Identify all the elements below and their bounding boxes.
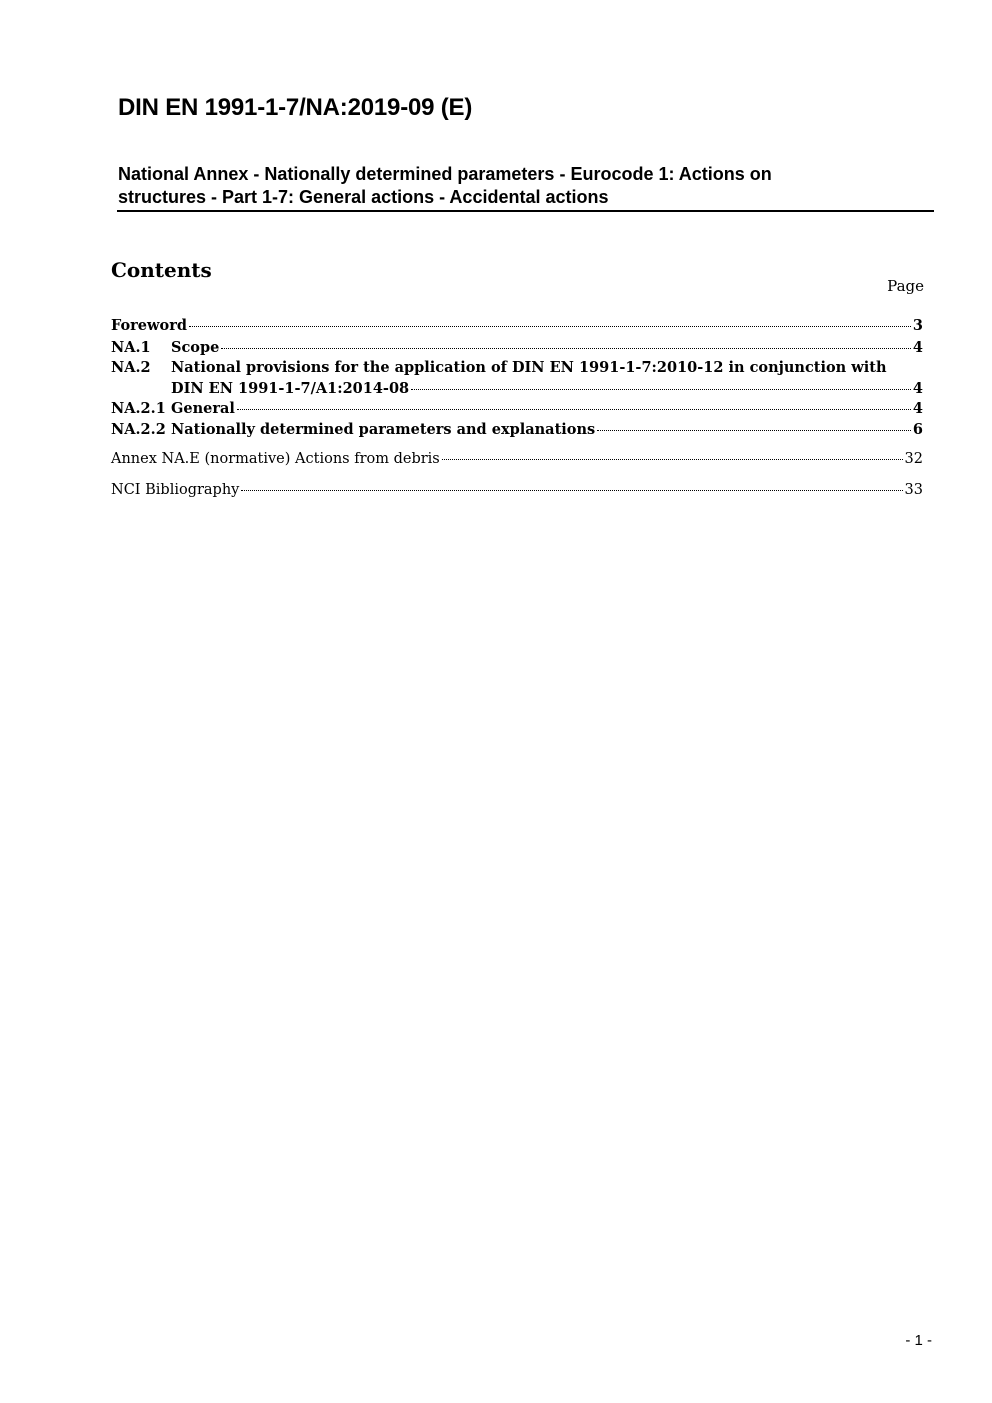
page-column-label: Page <box>887 277 924 295</box>
toc-entry-number: NA.2.2 <box>111 421 166 438</box>
toc-entry-na-2-2[interactable] <box>111 420 923 439</box>
toc-leader <box>442 459 903 460</box>
document-title-line-2: structures - Part 1-7: General actions - Accidental actions <box>118 187 609 207</box>
toc-entry-na-2-1[interactable] <box>111 399 923 418</box>
toc-entry-na-2-continuation[interactable] <box>171 379 923 398</box>
page-number: - 1 - <box>905 1332 932 1349</box>
document-id: DIN EN 1991-1-7/NA:2019-09 (E) <box>118 94 473 121</box>
toc-entry-title: Scope <box>171 339 220 356</box>
toc-leader <box>241 490 902 491</box>
toc-entry-foreword[interactable] <box>111 316 923 335</box>
toc-leader <box>221 348 911 349</box>
toc-entry-title: General <box>171 400 235 417</box>
toc-entry-na-2[interactable] <box>111 358 923 377</box>
toc-entry-page: 6 <box>912 421 923 438</box>
toc-entry-title: Annex NA.E (normative) Actions from debris <box>111 451 440 467</box>
toc-leader <box>237 409 911 410</box>
toc-entry-title: Foreword <box>111 317 187 334</box>
toc-entry-na-1[interactable] <box>111 338 923 357</box>
toc-entry-page: 33 <box>904 482 923 498</box>
toc-entry-page: 4 <box>912 339 923 356</box>
toc-entry-page: 4 <box>912 400 923 417</box>
toc-entry-title-continuation: DIN EN 1991-1-7/A1:2014-08 <box>171 380 410 397</box>
title-rule <box>117 210 934 212</box>
toc-entry-title: Nationally determined parameters and explanations <box>171 421 596 438</box>
document-title-line-1: National Annex - Nationally determined parameters - Eurocode 1: Actions on <box>118 164 772 184</box>
toc-leader <box>189 326 911 327</box>
toc-entry-title: National provisions for the application of DIN EN 1991-1-7:2010-12 in conjunction with <box>171 359 887 376</box>
toc-entry-page: 3 <box>912 317 923 334</box>
toc-leader <box>597 430 911 431</box>
toc-entry-title: NCI Bibliography <box>111 482 240 498</box>
toc-entry-page: 32 <box>904 451 923 467</box>
toc-entry-number: NA.1 <box>111 339 151 356</box>
toc-entry-page: 4 <box>912 380 923 397</box>
toc-leader <box>411 389 911 390</box>
toc-entry-annex-na-e[interactable] <box>111 450 923 469</box>
contents-heading: Contents <box>111 258 212 282</box>
document-title <box>118 163 934 209</box>
toc-entry-nci-bibliography[interactable] <box>111 481 923 500</box>
toc-entry-number: NA.2 <box>111 359 151 376</box>
toc-entry-number: NA.2.1 <box>111 400 166 417</box>
